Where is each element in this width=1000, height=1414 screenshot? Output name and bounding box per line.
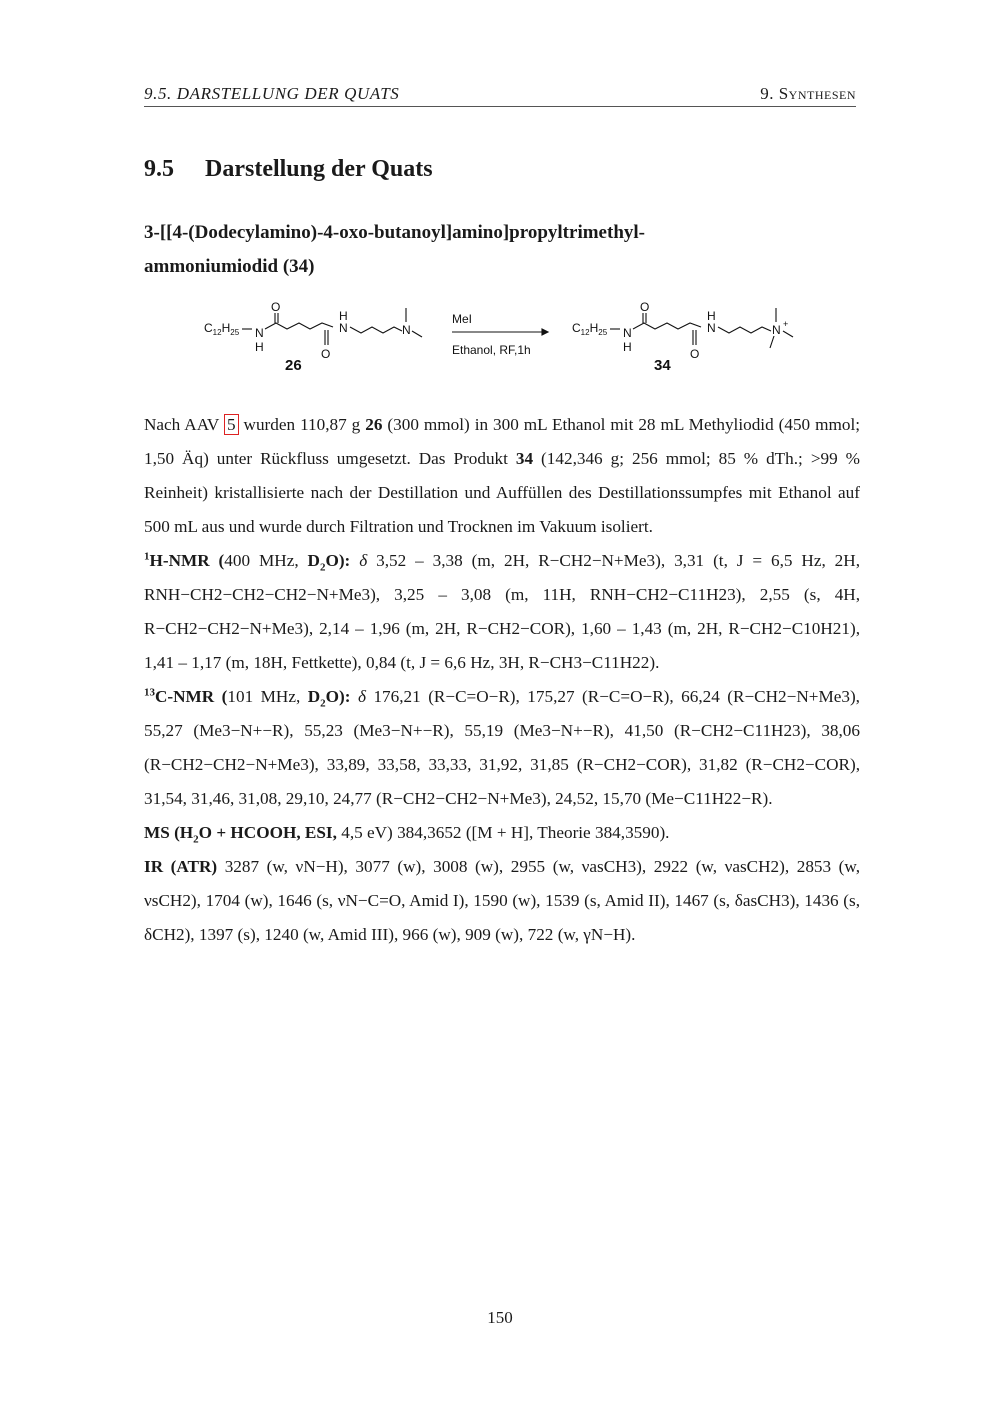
- reactant-backbone: [265, 323, 333, 329]
- product-carbonyl-o1: O: [640, 300, 650, 314]
- product-amide-h2: H: [707, 309, 716, 323]
- c-nmr-label: $^{13}$C-NMR (: [144, 686, 228, 706]
- reactant-nme-right: [412, 331, 422, 337]
- reactant-carbonyl-o2: O: [321, 347, 331, 361]
- ir-label: IR (ATR): [144, 857, 218, 876]
- reactant-amide-h2: H: [339, 309, 348, 323]
- ir-bands: 3287 (w, νN−H), 3077 (w), 3008 (w), 2955 (w, νasCH3), 2922 (w, νasCH2), 2853 (w, νsCH2), 1704 (w), 1646 (s, νN−C=O, Amid I), 1590 (w), 1539 (s, Amid II), 1467 (s, δasCH3), 1436 (s, δCH2), 1397 (s), 1240 (w, Amid III), 966 (w), 909 (w), 722 (w, γN−H).: [144, 857, 861, 944]
- page-number: 150: [487, 1308, 513, 1327]
- product-backbone: [633, 323, 701, 329]
- compound-ref-34: 34: [515, 449, 534, 468]
- product-propyl: [718, 327, 771, 333]
- reactant-carbonyl-o1: O: [271, 300, 281, 314]
- product-positive-charge: +: [783, 319, 789, 329]
- reactant-amide-n1: N: [255, 326, 264, 340]
- product-amide-h1: H: [623, 340, 632, 354]
- compound-ref-26: 26: [365, 415, 383, 434]
- ir-data: [144, 850, 860, 952]
- running-head-chapter-number: 9.: [760, 84, 779, 103]
- running-head-section: 9.5. DARSTELLUNG DER QUATS: [144, 84, 400, 103]
- reactant-propyl: [350, 327, 402, 333]
- product-chain-label: $C_{12}H_{25}$: [572, 321, 608, 337]
- procedure-paragraph: Nach AAV 5 wurden 110,87 g 26 (300 mmol) in 300 mL Ethanol mit 28 mL Methyliodid (450 mmol; 1,50 Äq) unter Rückfluss umgesetzt. Das Produkt 34 (142,346 g; 256 mmol; 85 % dTh.; >99 % Reinheit) kristallisierte nach der Destillation und Auffüllen des Destillationssumpfes mit Ethanol auf 500 mL aus und wurde durch Filtration und Trocknen im Vakuum isoliert.: [144, 415, 860, 536]
- reagent-top: MeI: [452, 312, 473, 326]
- h-nmr-label: $^1$H-NMR (: [144, 550, 225, 570]
- reactant-amide-n2: N: [339, 321, 348, 335]
- ms-values: 384,3652 ([M + H], Theorie 384,3590).: [397, 823, 670, 842]
- compound-title-line1: 3-[[4-(Dodecylamino)-4-oxo-butanoyl]amino]propyltrimethyl-: [144, 222, 645, 243]
- product-nme-down: [770, 336, 774, 348]
- reactant-amide-h1: H: [255, 340, 264, 354]
- section-heading: [144, 156, 433, 183]
- h-nmr-peaks: 3,52 – 3,38 (m, 2H, R−CH2−N+Me3), 3,31 (t, J = 6,5 Hz, 2H, RNH−CH2−CH2−CH2−N+Me3), 3,25 – 3,08 (m, 11H, RNH−CH2−C11H23), 2,55 (s, 4H, R−CH2−CH2−N+Me3), 2,14 – 1,96 (m, 2H, R−CH2−COR), 1,60 – 1,43 (m, 2H, R−CH2−C10H21), 1,41 – 1,17 (m, 18H, Fettkette), 0,84 (t, J = 6,6 Hz, 3H, R−CH3−C11H22).: [144, 551, 860, 672]
- product-amide-n1: N: [623, 326, 632, 340]
- reactant-compound-number: 26: [285, 357, 302, 374]
- reaction-arrow-head: [542, 329, 548, 335]
- reaction-scheme: [190, 296, 810, 382]
- ms-data: MS ($H_2O$ + HCOOH, ESI, 4,5 eV) 384,3652 ([M + H], Theorie 384,3590).: [144, 823, 670, 846]
- product-amide-n2: N: [707, 321, 716, 335]
- reagent-bottom: Ethanol, RF,1h: [452, 343, 531, 357]
- reactant-amine-n: N: [402, 323, 411, 337]
- compound-title-line2: ammoniumiodid (34): [144, 256, 315, 277]
- running-head-chapter: [760, 84, 856, 104]
- product-ammonium-n: N: [772, 323, 781, 337]
- running-head: [144, 82, 856, 107]
- product-nme-right: [783, 331, 793, 337]
- product-compound-number: 34: [654, 357, 671, 374]
- c-nmr-data: $^{13}$C-NMR (101 MHz, $D_2O$): δ 176,21 (R−C=O−R), 175,27 (R−C=O−R), 66,24 (R−CH2−N+Me3), 55,27 (Me3−N+−R), 55,23 (Me3−N+−R), 55,19 (Me3−N+−R), 41,50 (R−CH2−C11H23), 38,06 (R−CH2−CH2−N+Me3), 33,89, 33,58, 33,33, 31,92, 31,85 (R−CH2−COR), 31,82 (R−CH2−COR), 31,54, 31,46, 31,08, 29,10, 24,77 (R−CH2−CH2−N+Me3), 24,52, 15,70 (Me−C11H22−R).: [144, 686, 860, 808]
- product-carbonyl-o2: O: [690, 347, 700, 361]
- ms-label: MS ($H_2O$ + HCOOH, ESI,: [144, 823, 337, 846]
- aav-reference-link[interactable]: 5: [224, 414, 239, 435]
- running-head-chapter-title: Synthesen: [778, 84, 856, 103]
- section-title: Darstellung der Quats: [205, 156, 433, 182]
- h-nmr-data: $^1$H-NMR (400 MHz, $D_2O$): δ 3,52 – 3,38 (m, 2H, R−CH2−N+Me3), 3,31 (t, J = 6,5 Hz, 2H, RNH−CH2−CH2−CH2−N+Me3), 3,25 – 3,08 (m, 11H, RNH−CH2−C11H23), 2,55 (s, 4H, R−CH2−CH2−N+Me3), 2,14 – 1,96 (m, 2H, R−CH2−COR), 1,60 – 1,43 (m, 2H, R−CH2−C10H21), 1,41 – 1,17 (m, 18H, Fettkette), 0,84 (t, J = 6,6 Hz, 3H, R−CH3−C11H22).: [144, 550, 860, 672]
- experimental-text: [144, 408, 860, 952]
- compound-heading: [144, 216, 864, 284]
- section-number: 9.5: [144, 156, 174, 182]
- c-nmr-peaks: 176,21 (R−C=O−R), 175,27 (R−C=O−R), 66,24 (R−CH2−N+Me3), 55,27 (Me3−N+−R), 55,23 (Me3−N+−R), 55,19 (Me3−N+−R), 41,50 (R−CH2−C11H23), 38,06 (R−CH2−CH2−N+Me3), 33,89, 33,58, 33,33, 31,92, 31,85 (R−CH2−COR), 31,82 (R−CH2−COR), 31,54, 31,46, 31,08, 29,10, 24,77 (R−CH2−CH2−N+Me3), 24,52, 15,70 (Me−C11H22−R).: [144, 687, 860, 808]
- reactant-chain-label: $C_{12}H_{25}$: [204, 321, 240, 337]
